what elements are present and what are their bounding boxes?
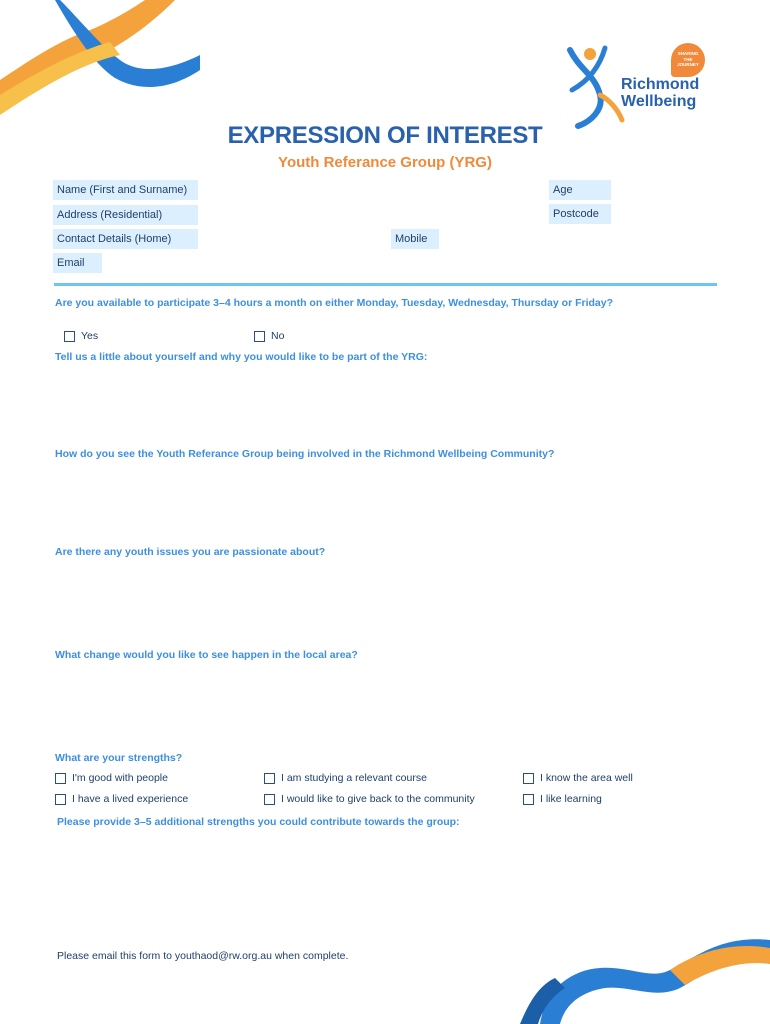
badge-text: SHARING	[677, 51, 699, 56]
strength-option-people[interactable]	[55, 772, 168, 784]
divider	[54, 283, 717, 286]
logo-badge	[671, 43, 705, 77]
strength-option-studying[interactable]	[264, 772, 427, 784]
question-additional: Please provide 3–5 additional strengths you could contribute towards the group:	[57, 816, 460, 828]
question-involvement: How do you see the Youth Referance Group being involved in the Richmond Wellbeing Community?	[55, 448, 555, 460]
contact-field[interactable]: Contact Details (Home)	[53, 229, 198, 249]
question-change: What change would you like to see happen in the local area?	[55, 649, 358, 661]
strength-label: I am studying a relevant course	[281, 772, 427, 784]
question-strengths: What are your strengths?	[55, 752, 183, 764]
strength-option-giveback[interactable]	[264, 793, 475, 805]
checkbox-studying[interactable]	[264, 773, 275, 784]
answer-additional[interactable]	[55, 833, 715, 933]
strength-label: I like learning	[540, 793, 602, 805]
ribbon-bottom-right	[520, 930, 770, 1024]
mobile-field[interactable]: Mobile	[391, 229, 439, 249]
strength-option-lived[interactable]	[55, 793, 188, 805]
postcode-field[interactable]: Postcode	[549, 204, 611, 224]
question-issues: Are there any youth issues you are passionate about?	[55, 546, 326, 558]
answer-about[interactable]	[55, 368, 715, 438]
option-no-label: No	[271, 330, 285, 342]
logo-line-1: Richmond	[621, 76, 700, 93]
checkbox-lived[interactable]	[55, 794, 66, 805]
strength-label: I have a lived experience	[72, 793, 189, 805]
logo-wordmark	[621, 76, 699, 110]
strength-option-area[interactable]	[523, 772, 633, 784]
option-yes[interactable]	[64, 330, 98, 342]
ribbon-top-left	[0, 0, 200, 120]
page-title: EXPRESSION OF INTEREST	[227, 122, 543, 149]
checkbox-area[interactable]	[523, 773, 534, 784]
option-yes-label: Yes	[81, 330, 99, 342]
checkbox-giveback[interactable]	[264, 794, 275, 805]
checkbox-people[interactable]	[55, 773, 66, 784]
address-field[interactable]: Address (Residential)	[53, 205, 198, 225]
answer-involvement[interactable]	[55, 465, 715, 535]
logo-line-2: Wellbeing	[621, 93, 697, 110]
logo-figure-icon	[560, 40, 630, 130]
strength-label: I'm good with people	[72, 772, 168, 784]
answer-change[interactable]	[55, 666, 715, 736]
age-field[interactable]: Age	[549, 180, 611, 200]
strength-label: I would like to give back to the community	[281, 793, 475, 805]
checkbox-no[interactable]	[254, 331, 265, 342]
option-no[interactable]	[254, 330, 284, 342]
badge-text: THE	[683, 56, 693, 62]
checkbox-yes[interactable]	[64, 331, 75, 342]
strength-option-learning[interactable]	[523, 793, 602, 805]
answer-issues[interactable]	[55, 563, 715, 633]
email-field[interactable]: Email	[53, 253, 102, 273]
question-about: Tell us a little about yourself and why you would like to be part of the YRG:	[55, 351, 428, 363]
checkbox-learning[interactable]	[523, 794, 534, 805]
name-field[interactable]: Name (First and Surname)	[53, 180, 198, 200]
strength-label: I know the area well	[540, 772, 633, 784]
badge-text: JOURNEY	[677, 62, 699, 67]
footer-note: Please email this form to youthaod@rw.org.au when complete.	[57, 950, 349, 962]
question-availability: Are you available to participate 3–4 hours a month on either Monday, Tuesday, Wednesday, Thursday or Friday?	[55, 297, 613, 309]
page-subtitle: Youth Referance Group (YRG)	[278, 154, 492, 171]
